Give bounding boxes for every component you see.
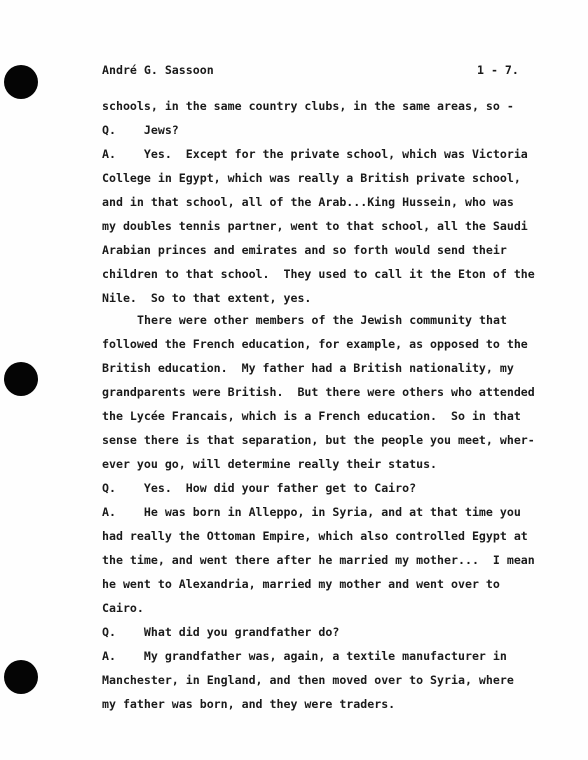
punch-hole (4, 362, 38, 396)
text-line: Q. Jews? (102, 123, 179, 137)
text-line: my doubles tennis partner, went to that school, all the Saudi (102, 219, 528, 233)
text-line: Cairo. (102, 601, 144, 615)
text-line: British education. My father had a British nationality, my (102, 361, 514, 375)
text-line: had really the Ottoman Empire, which also controlled Egypt at (102, 529, 528, 543)
punch-hole (4, 660, 38, 694)
text-line: grandparents were British. But there were others who attended (102, 385, 535, 399)
text-line: my father was born, and they were traders. (102, 697, 396, 711)
text-line: Arabian princes and emirates and so forth would send their (102, 243, 507, 257)
text-line: and in that school, all of the Arab...King Hussein, who was (102, 195, 514, 209)
text-line: the time, and went there after he married my mother... I mean (102, 553, 535, 567)
text-line: the Lycée Francais, which is a French education. So in that (102, 409, 521, 423)
text-line: A. Yes. Except for the private school, which was Victoria (102, 147, 528, 161)
text-line: followed the French education, for example, as opposed to the (102, 337, 528, 351)
text-line: sense there is that separation, but the people you meet, wher- (102, 433, 535, 447)
speaker-name: André G. Sassoon (102, 63, 214, 77)
text-line: A. My grandfather was, again, a textile manufacturer in (102, 649, 507, 663)
text-line: Q. Yes. How did your father get to Cairo? (102, 481, 417, 495)
text-line: There were other members of the Jewish community that (137, 313, 507, 327)
text-line: he went to Alexandria, married my mother and went over to (102, 577, 500, 591)
text-line: children to that school. They used to call it the Eton of the (102, 267, 535, 281)
text-line: College in Egypt, which was really a British private school, (102, 171, 521, 185)
text-line: A. He was born in Alleppo, in Syria, and at that time you (102, 505, 521, 519)
text-line: Q. What did you grandfather do? (102, 625, 340, 639)
text-line: schools, in the same country clubs, in the same areas, so - (102, 99, 514, 113)
page-number: 1 - 7. (477, 63, 519, 77)
text-line: ever you go, will determine really their status. (102, 457, 438, 471)
text-line: Manchester, in England, and then moved over to Syria, where (102, 673, 514, 687)
text-line: Nile. So to that extent, yes. (102, 291, 312, 305)
punch-hole (4, 65, 38, 99)
